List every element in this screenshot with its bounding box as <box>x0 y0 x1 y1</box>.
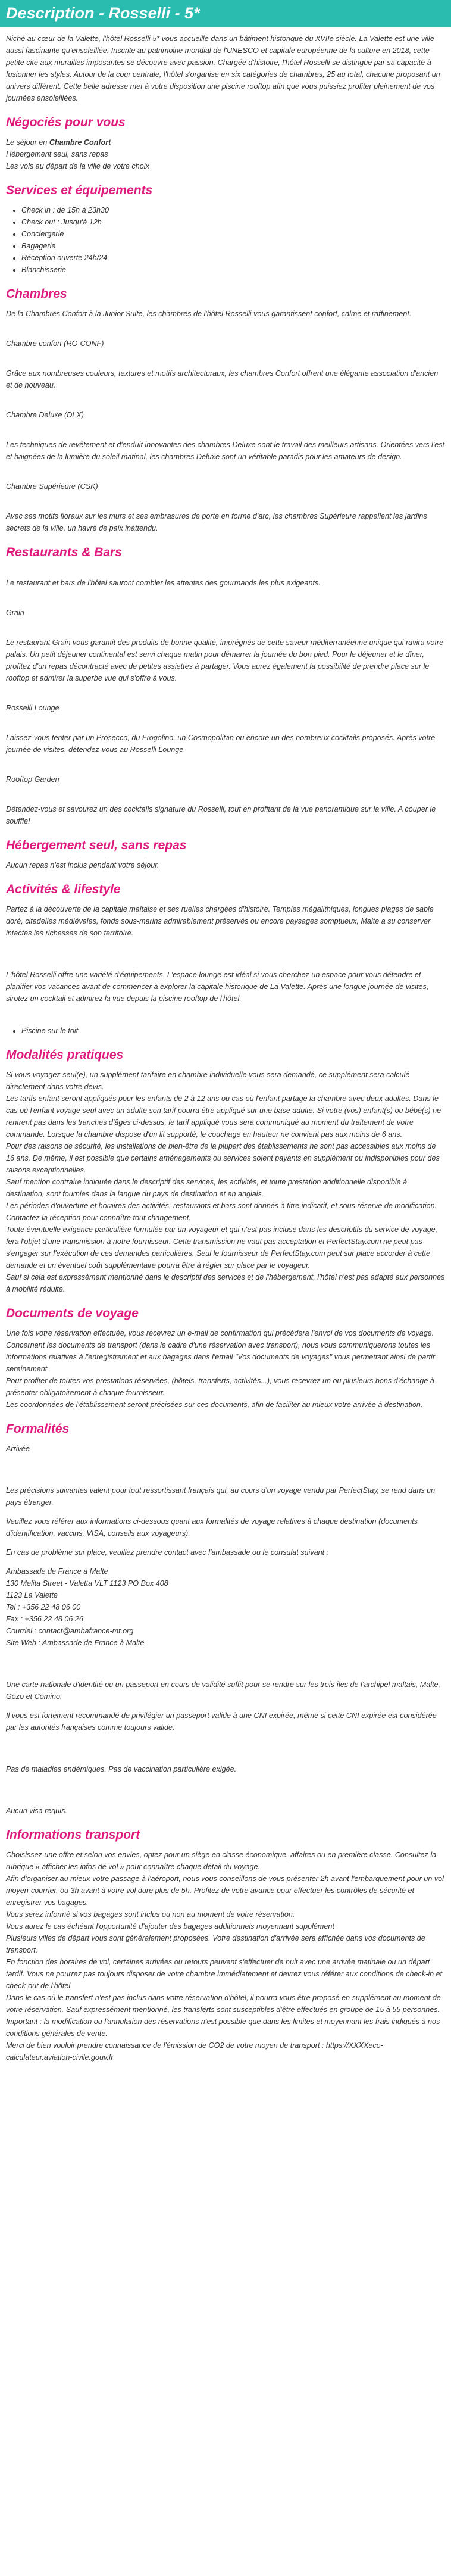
list-item: • Conciergerie <box>21 228 445 240</box>
modalites-para: Si vous voyagez seul(e), un supplément tarifaire en chambre individuelle vous sera demandé, ce supplément sera calculé directement dans votre devis. <box>6 1071 410 1091</box>
content <box>0 33 451 2063</box>
modalites-block <box>6 1069 445 1295</box>
formalites-p5: Il vous est fortement recommandé de privilégier un passeport valide à une CNI expirée, même si cette CNI expirée est considérée par les autorités françaises comme toujours valide. <box>6 1711 437 1732</box>
hebergement-text: Aucun repas n'est inclus pendant votre séjour. <box>6 861 159 869</box>
activites-text2: L'hôtel Rosselli offre une variété d'équipements. L'espace lounge est idéal si vous cherchez un espace pour vous détendre et planifier vos vacances avant de commencer à explorer la capitale historique de La Valette. Après une longue journée de visites, sirotez un cocktail et admirez la vue depuis la piscine rooftop de l'hôtel. <box>6 971 429 1003</box>
sup-title: Chambre Supérieure (CSK) <box>6 482 98 491</box>
formalites-p6: Pas de maladies endémiques. Pas de vaccination particulière exigée. <box>6 1765 237 1773</box>
confort-title: Chambre confort (RO-CONF) <box>6 339 104 348</box>
negocies-line2: Hébergement seul, sans repas <box>6 150 108 158</box>
documents-heading: Documents de voyage <box>6 1306 139 1320</box>
embassy-line: Tel : +356 22 48 06 00 <box>6 1603 81 1611</box>
restaurants-heading: Restaurants & Bars <box>6 545 122 559</box>
transport-heading: Informations transport <box>6 1828 140 1842</box>
formalites-p4: Une carte nationale d'identité ou un passeport en cours de validité suffit pour se rendre sur les trois îles de l'archipel maltais, Malte, Gozo et Comino. <box>6 1680 441 1701</box>
list-item: • Check in : de 15h à 23h30 <box>21 204 445 216</box>
transport-para: Afin d'organiser au mieux votre passage à l'aéroport, nous vous conseillons de vous présenter 2h avant l'embarquement pour un vol moyen-courrier, ou 3h avant à votre vol dure plus de 5h. Profitez de votre avance pour effectuer les contrôles de sécurité et enregistrer vos bagages. <box>6 1875 444 1907</box>
grain-text: Le restaurant Grain vous garantit des produits de bonne qualité, imprégnés de cette saveur méditerranéenne unique qui ravira votre palais. Un petit déjeuner continental est servi chaque matin pour démarrer la journée du bon pied. Pour le déjeuner et le dîner, profitez d'un repas décontracté avec de petites assiettes à partager. Vous aurez également la possibilité de prendre place sur le rooftop et admirer la superbe vue qui s'offre à vous. <box>6 638 444 682</box>
page-title: Description - Rosselli - 5* <box>0 0 451 27</box>
embassy-website-link[interactable]: Site Web : Ambassade de France à Malte <box>6 1639 145 1647</box>
deluxe-title: Chambre Deluxe (DLX) <box>6 411 84 419</box>
activites-list <box>6 1025 445 1037</box>
services-list <box>6 204 445 276</box>
list-item: • Piscine sur le toit <box>21 1025 445 1037</box>
modalites-para: Les périodes d'ouverture et horaires des activités, restaurants et bars sont donnés à titre indicatif, et sous réserve de modification. Contactez la réception pour connaître tout changement. <box>6 1202 437 1222</box>
documents-para: Pour profiter de toutes vos prestations réservées, (hôtels, transferts, activités...), vous recevrez un ou plusieurs bons d'échange à présenter obligatoirement à chaque fournisseur. <box>6 1377 434 1397</box>
chambres-intro: De la Chambres Confort à la Junior Suite, les chambres de l'hôtel Rosselli vous garantissent confort, calme et raffinement. <box>6 310 412 318</box>
transport-para: Dans le cas où le transfert n'est pas inclus dans votre réservation d'hôtel, il pourra vous être proposé en supplément au moment de votre réservation. Sauf expressément mentionné, les transferts sont susceptibles d'être effectués en groupe de 15 à 55 personnes. <box>6 1994 441 2014</box>
formalites-p3: En cas de problème sur place, veuillez prendre contact avec l'ambassade ou le consulat suivant : <box>6 1548 329 1557</box>
confort-text: Grâce aux nombreuses couleurs, textures et motifs architecturaux, les chambres Confort offrent une élégante association d'ancien et de nouveau. <box>6 369 439 389</box>
negocies-room: Chambre Confort <box>49 138 111 146</box>
negocies-line1-prefix: Le séjour en <box>6 138 49 146</box>
modalites-para: Les tarifs enfant seront appliqués pour les enfants de 2 à 12 ans ou cas où l'enfant partage la chambre avec deux adultes. Dans le cas où l'enfant voyage seul avec un adulte son tarif pourra être appliqué sur une base adulte. Si votre (vos) enfant(s) ou bébé(s) ne rentrent pas dans les tranches d'âges ci-dessus, le tarif appliqué vous sera communiqué au moment du traitement de votre commande. Lorsque la chambre dispose d'un lit supporté, le couchage en hauteur ne convient pas aux moins de 6 ans. <box>6 1094 441 1139</box>
transport-para: Vous serez informé si vos bagages sont inclus ou non au moment de votre réservation. <box>6 1910 295 1919</box>
modalites-heading: Modalités pratiques <box>6 1048 124 1062</box>
modalites-para: Toute éventuelle exigence particulière formulée par un voyageur et qui n'est pas incluse dans les descriptifs du service de voyage, fera l'objet d'une transmission à notre fournisseur. Cette transmission ne vaut pas acceptation et PerfectStay.com ne peut pas s'engager sur l'exécution de ces demandes particulières. Seul le fournisseur de PerfectStay.com peut sur place accorder à cette demande et un éventuel coût supplémentaire pourra être à régler sur place par le voyageur. <box>6 1225 438 1270</box>
list-item: • Check out : Jusqu'à 12h <box>21 216 445 228</box>
formalites-p7: Aucun visa requis. <box>6 1807 67 1815</box>
embassy-line: 1123 La Valette <box>6 1591 58 1599</box>
list-item: • Blanchisserie <box>21 264 445 276</box>
transport-para: Important : la modification ou l'annulation des réservations n'est possible que dans les limites et moyennant les frais indiqués à nos conditions générales de vente. <box>6 2017 440 2038</box>
services-heading: Services et équipements <box>6 183 153 197</box>
modalites-para: Pour des raisons de sécurité, les installations de bien-être de la plupart des établissements ne sont pas accessibles aux moins de 16 ans. De même, il est possible que certains aménagements ou services soient payants en supplément ou indisponibles pour des raisons exceptionnelles. <box>6 1142 440 1174</box>
modalites-para: Sauf mention contraire indiquée dans le descriptif des services, les activités, et toute prestation additionnelle disponible à destination, sont fournies dans la langue du pays de destination et en anglais. <box>6 1178 408 1198</box>
transport-para: Choisissez une offre et selon vos envies, optez pour un siège en classe économique, affaires ou en première classe. Consultez la rubrique « afficher les infos de vol » pour connaître chaque détail du voyage. <box>6 1851 437 1871</box>
transport-block <box>6 1849 445 2063</box>
formalites-arrivee: Arrivée <box>6 1445 30 1453</box>
formalites-p1: Les précisions suivantes valent pour tout ressortissant français qui, au cours d'un voyage vendu par PerfectStay, se rend dans un pays étranger. <box>6 1486 436 1507</box>
embassy-line: Fax : +356 22 48 06 26 <box>6 1615 83 1623</box>
lounge-text: Laissez-vous tenter par un Prosecco, du Frogolino, un Cosmopolitan ou encore un des nombreux cocktails proposés. Après votre journée de visites, détendez-vous au Rosselli Lounge. <box>6 734 436 754</box>
intro-text: Niché au cœur de la Valette, l'hôtel Rosselli 5* vous accueille dans un bâtiment historique du XVIIe siècle. La Valette est une ville aussi fascinante qu'ensoleillée. Inscrite au patrimoine mondial de l'UNESCO et capitale européenne de la culture en 2018, cette petite cité aux murailles imposantes se découvre avec passion. Chargée d'histoire, l'hôtel Rosselli se distingue par sa capacité à fusionner les styles. Autour de la cour centrale, l'hôtel s'organise en six catégories de chambres, 25 au total, chacune proposant un univers différent. Cette belle adresse met à votre disposition une piscine rooftop afin que vous puissiez profiter pleinement de vos journées ensoleillées. <box>6 35 440 102</box>
transport-para: Plusieurs villes de départ vous sont généralement proposées. Votre destination d'arrivée sera affichée dans vos documents de transport. <box>6 1934 425 1954</box>
formalites-p2: Veuillez vous référer aux informations ci-dessous quant aux formalités de voyage relatives à chaque destination (documents d'identification, vaccins, VISA, conseils aux voyageurs). <box>6 1517 418 1538</box>
negocies-line3: Les vols au départ de la ville de votre choix <box>6 162 149 170</box>
sup-text: Avec ses motifs floraux sur les murs et ses embrasures de porte en forme d'arc, les chambres Supérieure rappellent les jardins secrets de la ville, un havre de paix inattendu. <box>6 512 427 532</box>
grain-title: Grain <box>6 609 24 617</box>
chambres-heading: Chambres <box>6 287 67 301</box>
documents-para: Une fois votre réservation effectuée, vous recevrez un e-mail de confirmation qui précédera l'envoi de vos documents de voyage. <box>6 1329 434 1337</box>
rooftop-title: Rooftop Garden <box>6 775 59 784</box>
modalites-para: Sauf si cela est expressément mentionné dans le descriptif des services et de l'hébergement, l'hôtel n'est pas adapté aux personnes à mobilité réduite. <box>6 1273 445 1293</box>
negocies-block <box>6 136 445 172</box>
negocies-heading: Négociés pour vous <box>6 116 126 129</box>
activites-heading: Activités & lifestyle <box>6 882 121 896</box>
deluxe-text: Les techniques de revêtement et d'enduit innovantes des chambres Deluxe sont le travail des meilleurs artisans. Orientées vers l'est et baignées de la lumière du soleil matinal, les chambres Deluxe sont un véritable paradis pour les amateurs de design. <box>6 441 445 461</box>
hebergement-heading: Hébergement seul, sans repas <box>6 838 187 852</box>
transport-co2-link[interactable]: Merci de bien vouloir prendre connaissance de l'émission de CO2 de votre moyen de transport : https://XXXXeco-calculateur.aviation-civile.gouv.fr <box>6 2041 383 2062</box>
lounge-title: Rosselli Lounge <box>6 704 59 712</box>
list-item: • Bagagerie <box>21 240 445 252</box>
formalites-heading: Formalités <box>6 1422 70 1436</box>
embassy-block <box>6 1565 445 1649</box>
activites-text1: Partez à la découverte de la capitale maltaise et ses ruelles chargées d'histoire. Temples mégalithiques, longues plages de sable doré, citadelles médiévales, fonds sous-marins admirablement préservés ou encore paysages somptueux, Malte a su conserver intactes les richesses de son territoire. <box>6 905 434 937</box>
transport-para: Vous aurez le cas échéant l'opportunité d'ajouter des bagages additionnels moyennant supplément <box>6 1922 334 1931</box>
documents-block <box>6 1327 445 1411</box>
restaurants-intro: Le restaurant et bars de l'hôtel sauront combler les attentes des gourmands les plus exigeants. <box>6 579 321 587</box>
transport-para: En fonction des horaires de vol, certaines arrivées ou retours peuvent s'effectuer de nuit avec une arrivée matinale ou un départ tardif. Vous ne pourrez pas toujours disposer de votre chambre immédiatement et devrez vous référer aux conditions de check-in et check-out de l'hôtel. <box>6 1958 443 1990</box>
documents-para: Concernant les documents de transport (dans le cadre d'une réservation avec transport), nous vous communiquerons toutes les informations relatives à l'enregistrement et aux bagages dans l'email "Vos documents de voyages" vous permettant ainsi de partir sereinement. <box>6 1341 436 1373</box>
embassy-line: 130 Melita Street - Valetta VLT 1123 PO Box 408 <box>6 1579 168 1588</box>
list-item: • Réception ouverte 24h/24 <box>21 252 445 264</box>
embassy-line: Ambassade de France à Malte <box>6 1567 108 1576</box>
rooftop-text: Détendez-vous et savourez un des cocktails signature du Rosselli, tout en profitant de la vue panoramique sur la ville. A couper le souffle! <box>6 805 436 825</box>
documents-para: Les coordonnées de l'établissement seront précisées sur ces documents, afin de faciliter au mieux votre arrivée à destination. <box>6 1401 423 1409</box>
embassy-line: Courriel : contact@ambafrance-mt.org <box>6 1627 134 1635</box>
